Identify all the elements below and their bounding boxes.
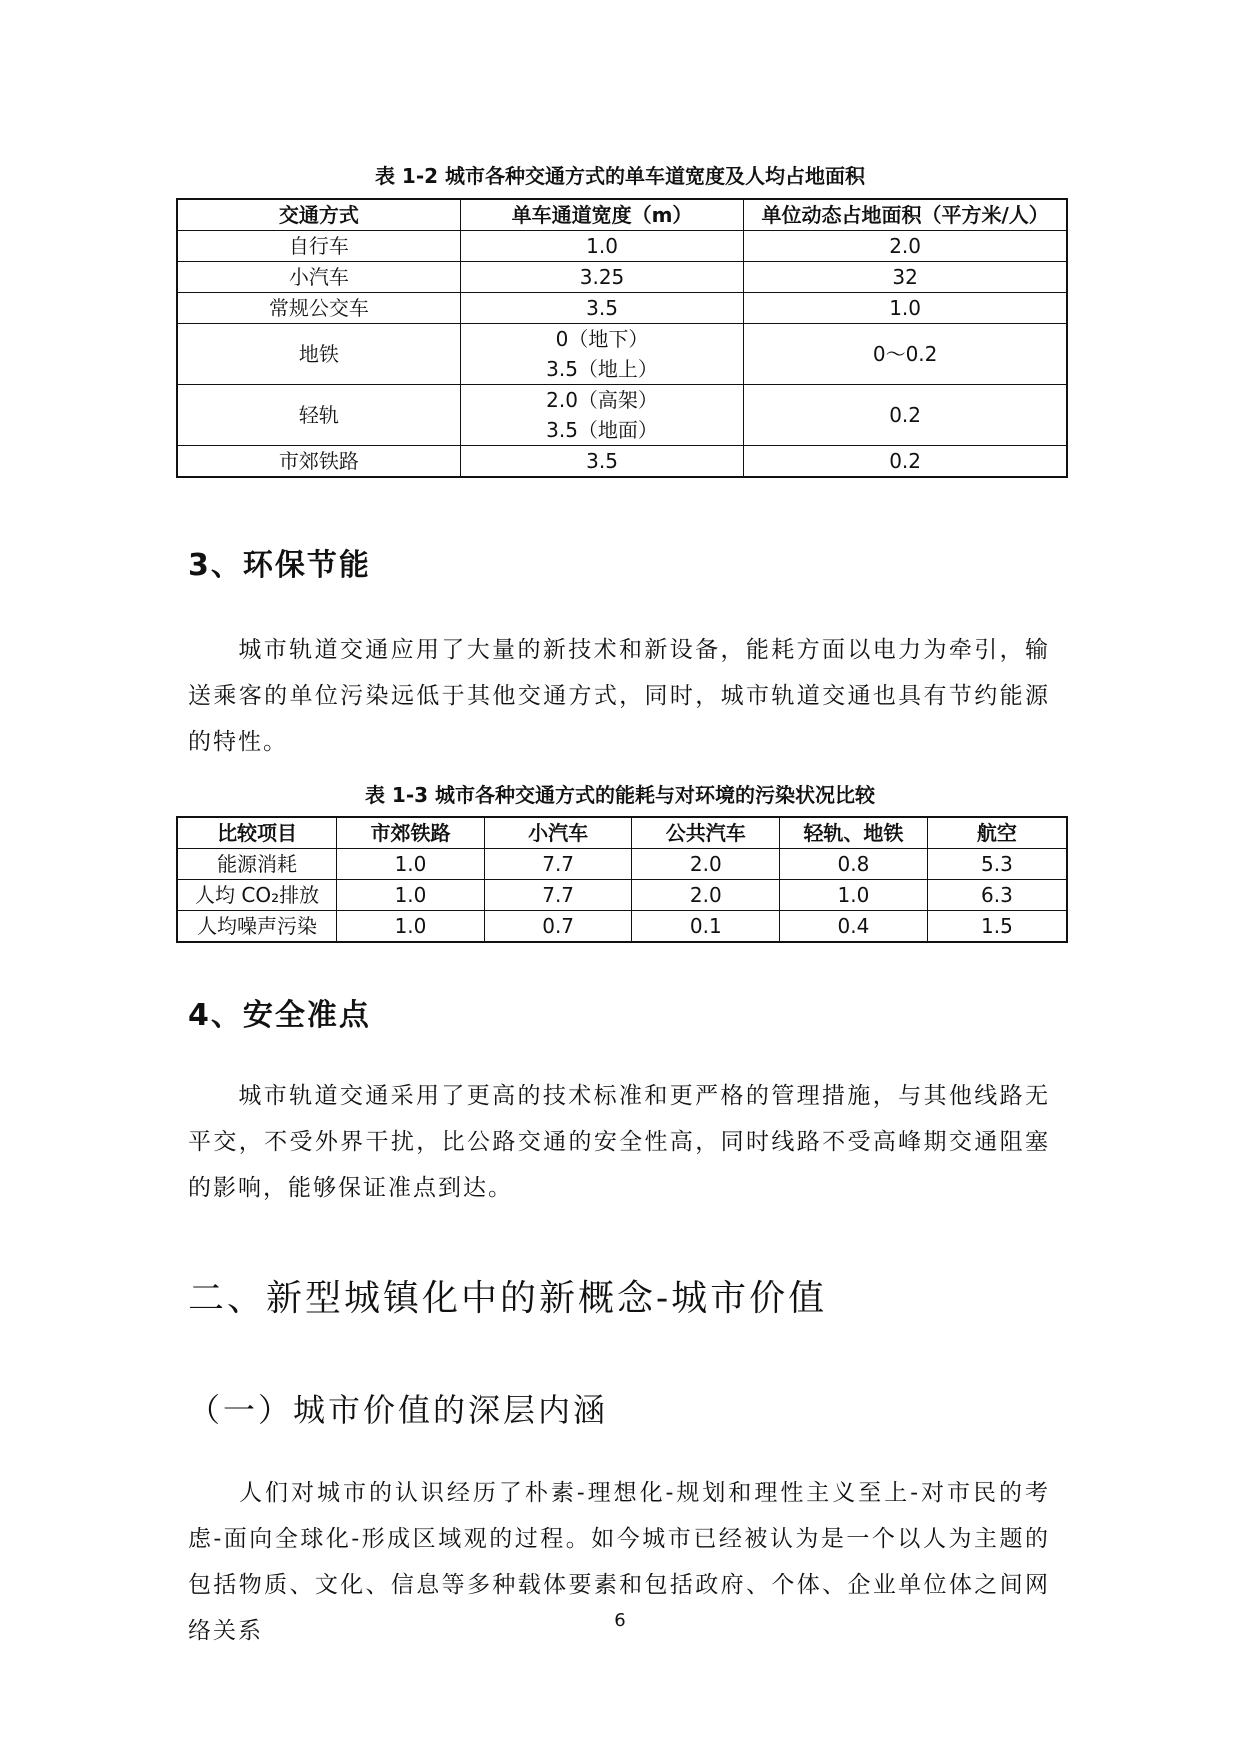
area-cell: 0.2 xyxy=(744,385,1067,446)
table-header-row xyxy=(177,199,1067,231)
width-line: 0（地下） xyxy=(555,327,649,351)
mode-cell: 轻轨 xyxy=(177,385,460,446)
column-header: 公共汽车 xyxy=(632,817,780,849)
mode-cell: 常规公交车 xyxy=(177,293,460,324)
value-cell: 0.8 xyxy=(780,849,928,880)
value-cell: 1.0 xyxy=(337,849,485,880)
value-cell: 1.0 xyxy=(337,880,485,911)
width-line: 2.0（高架） xyxy=(546,388,658,412)
value-cell: 0.1 xyxy=(632,911,780,943)
value-cell: 6.3 xyxy=(927,880,1067,911)
page-number: 6 xyxy=(614,1610,626,1631)
item-cell: 人均 CO₂排放 xyxy=(177,880,337,911)
chapter-heading: 二、新型城镇化中的新概念-城市价值 xyxy=(188,1278,828,1319)
value-cell: 2.0 xyxy=(632,849,780,880)
table-row xyxy=(177,231,1067,262)
width-line: 3.5（地上） xyxy=(546,357,658,381)
table-row xyxy=(177,446,1067,478)
column-header: 轻轨、地铁 xyxy=(780,817,928,849)
section-4-heading: 4、安全准点 xyxy=(188,998,371,1033)
width-cell xyxy=(460,231,743,262)
value-cell: 0.4 xyxy=(780,911,928,943)
width-cell xyxy=(460,293,743,324)
width-line: 3.5 xyxy=(586,449,618,473)
mode-cell: 自行车 xyxy=(177,231,460,262)
area-cell: 0.2 xyxy=(744,446,1067,478)
column-header: 小汽车 xyxy=(484,817,632,849)
mode-cell: 小汽车 xyxy=(177,262,460,293)
mode-cell: 市郊铁路 xyxy=(177,446,460,478)
value-cell: 1.5 xyxy=(927,911,1067,943)
value-cell: 7.7 xyxy=(484,849,632,880)
area-cell: 32 xyxy=(744,262,1067,293)
width-cell xyxy=(460,385,743,446)
width-line: 3.5（地面） xyxy=(546,418,658,442)
column-header: 航空 xyxy=(927,817,1067,849)
mode-cell: 地铁 xyxy=(177,324,460,385)
table-1-3-caption: 表 1-3 城市各种交通方式的能耗与对环境的污染状况比较 xyxy=(364,783,876,807)
area-cell: 0～0.2 xyxy=(744,324,1067,385)
value-cell: 0.7 xyxy=(484,911,632,943)
column-header: 单位动态占地面积（平方米/人） xyxy=(744,199,1067,231)
table-row xyxy=(177,385,1067,446)
item-cell: 能源消耗 xyxy=(177,849,337,880)
table-1-3 xyxy=(176,816,1068,943)
section-4-paragraph: 城市轨道交通采用了更高的技术标准和更严格的管理措施，与其他线路无平交，不受外界干扰，比公路交通的安全性高，同时线路不受高峰期交通阻塞的影响，能够保证准点到达。 xyxy=(188,1083,1050,1201)
table-row xyxy=(177,293,1067,324)
width-line: 3.5 xyxy=(586,296,618,320)
item-cell: 人均噪声污染 xyxy=(177,911,337,943)
table-row xyxy=(177,262,1067,293)
table-row xyxy=(177,324,1067,385)
value-cell: 1.0 xyxy=(337,911,485,943)
column-header: 市郊铁路 xyxy=(337,817,485,849)
table-row xyxy=(177,880,1067,911)
chapter-paragraph: 人们对城市的认识经历了朴素-理想化-规划和理性主义至上-对市民的考虑-面向全球化-形成区域观的过程。如今城市已经被认为是一个以人为主题的包括物质、文化、信息等多种载体要素和包括政府、个体、企业单位体之间网络关系 xyxy=(188,1480,1050,1644)
width-cell xyxy=(460,324,743,385)
value-cell: 2.0 xyxy=(632,880,780,911)
column-header: 比较项目 xyxy=(177,817,337,849)
column-header: 交通方式 xyxy=(177,199,460,231)
area-cell: 1.0 xyxy=(744,293,1067,324)
width-cell xyxy=(460,262,743,293)
table-header-row xyxy=(177,817,1067,849)
table-row xyxy=(177,911,1067,943)
section-3-paragraph: 城市轨道交通应用了大量的新技术和新设备，能耗方面以电力为牵引，输送乘客的单位污染远低于其他交通方式，同时，城市轨道交通也具有节约能源的特性。 xyxy=(188,637,1050,755)
value-cell: 7.7 xyxy=(484,880,632,911)
table-row xyxy=(177,849,1067,880)
width-line: 1.0 xyxy=(586,234,618,258)
area-cell: 2.0 xyxy=(744,231,1067,262)
subsection-heading: （一）城市价值的深层内涵 xyxy=(188,1391,609,1429)
value-cell: 1.0 xyxy=(780,880,928,911)
width-line: 3.25 xyxy=(579,265,625,289)
width-cell xyxy=(460,446,743,478)
column-header: 单车通道宽度（m） xyxy=(460,199,743,231)
table-1-2 xyxy=(176,198,1068,478)
value-cell: 5.3 xyxy=(927,849,1067,880)
section-3-heading: 3、环保节能 xyxy=(188,548,371,583)
table-1-2-caption: 表 1-2 城市各种交通方式的单车道宽度及人均占地面积 xyxy=(374,164,866,188)
